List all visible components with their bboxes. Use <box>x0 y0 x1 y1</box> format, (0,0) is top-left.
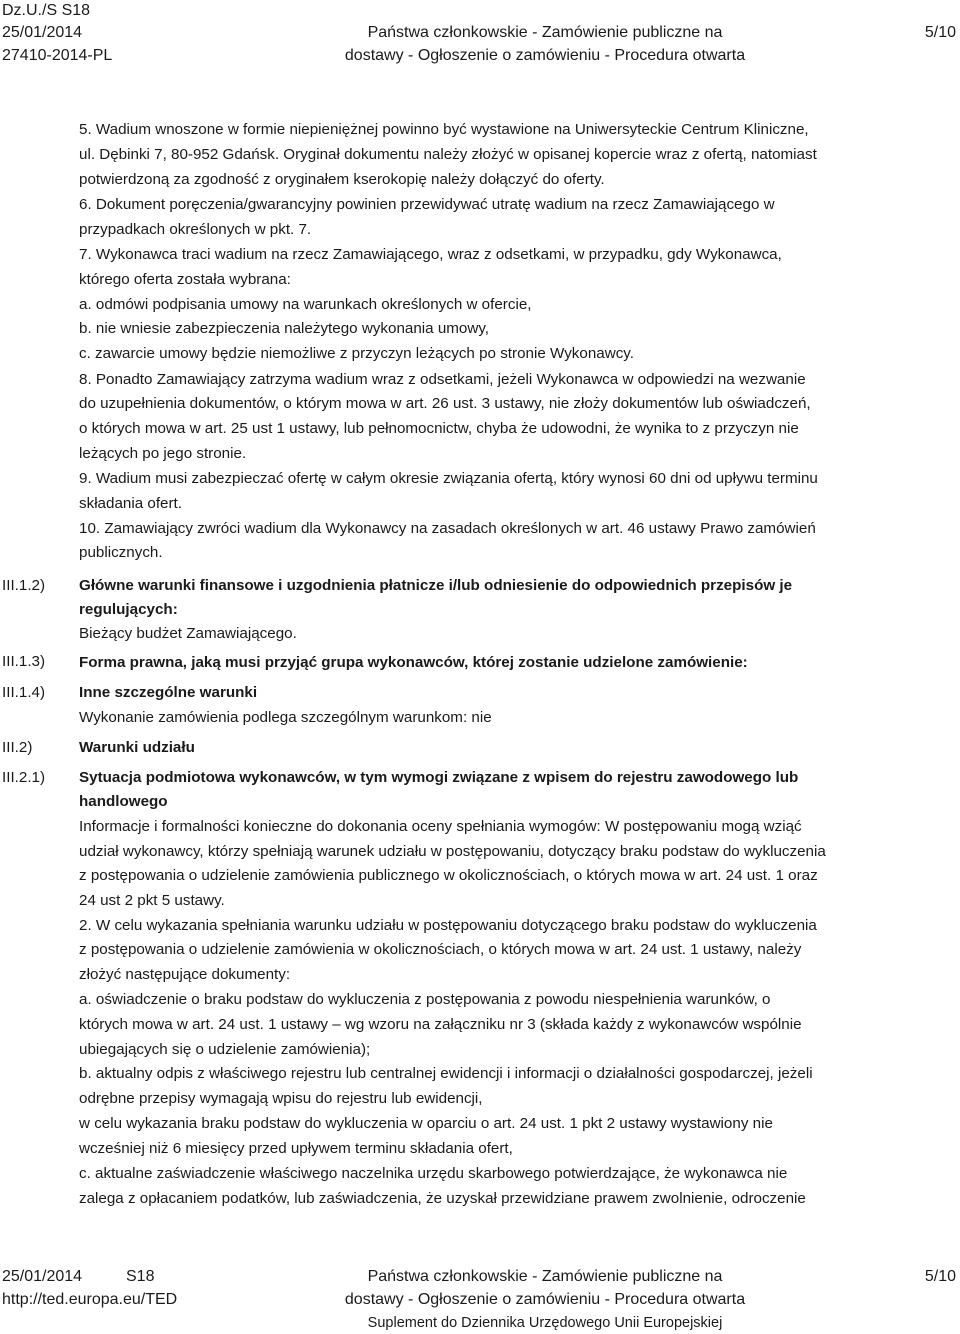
text-line: 8. Ponadto Zamawiający zatrzyma wadium wraz z odsetkami, jeżeli Wykonawca w odpowiedzi na wezwanie <box>79 371 806 388</box>
text-line: b. nie wniesie zabezpieczenia należytego wykonania umowy, <box>79 320 490 337</box>
text-line: odrębne przepisy wymagają wpisu do rejestru lub ewidencji, <box>79 1090 483 1107</box>
text-line: a. odmówi podpisania umowy na warunkach określonych w ofercie, <box>79 296 532 313</box>
section-number: III.2) <box>2 739 33 756</box>
text-line: a. oświadczenie o braku podstaw do wykluczenia z postępowania z powodu niespełnienia warunków, o <box>79 991 771 1008</box>
text-line: o których mowa w art. 25 ust 1 ustawy, lub pełnomocnictw, chyba że udowodni, że wynika to z przyczyn nie <box>79 420 799 437</box>
text-line: Informacje i formalności konieczne do dokonania oceny spełniania wymogów: W postępowaniu mogą wziąć <box>79 818 802 835</box>
text-line: których mowa w art. 24 ust. 1 ustawy – wg wzoru na załączniku nr 3 (składa każdy z wykonawców wspólnie <box>79 1016 802 1033</box>
text-line: w celu wykazania braku podstaw do wykluczenia w oparciu o art. 24 ust. 1 pkt 2 ustawy wystawiony nie <box>79 1115 773 1132</box>
text-line: ul. Dębinki 7, 80-952 Gdańsk. Oryginał dokumentu należy złożyć w opisanej kopercie wraz z ofertą, natomiast <box>79 146 817 163</box>
text-line: b. aktualny odpis z właściwego rejestru lub centralnej ewidencji i informacji o działalności gospodarczej, jeżeli <box>79 1065 813 1082</box>
header-title-line1: Państwa członkowskie - Zamówienie publiczne na <box>367 24 723 41</box>
text-line: potwierdzoną za zgodność z oryginałem kserokopię należy dołączyć do oferty. <box>79 171 605 188</box>
text-line: publicznych. <box>79 544 163 561</box>
section-heading: Forma prawna, jaką musi przyjąć grupa wykonawców, której zostanie udzielone zamówienie: <box>79 654 748 671</box>
text-line: leżących po jego stronie. <box>79 445 247 462</box>
footer-date: 25/01/2014 <box>2 1268 83 1285</box>
text-line: Bieżący budżet Zamawiającego. <box>79 625 297 642</box>
text-line: 2. W celu wykazania spełniania warunku udziału w postępowaniu dotyczącego braku podstaw do wykluczenia <box>79 917 817 934</box>
section-heading: regulujących: <box>79 601 178 618</box>
text-line: zalega z opłacaniem podatków, lub zaświadczenia, że uzyskał przewidziane prawem zwolnienie, odroczenie <box>79 1190 806 1207</box>
text-line: przypadkach określonych w pkt. 7. <box>79 221 312 238</box>
header-date: 25/01/2014 <box>2 24 83 41</box>
text-line: 6. Dokument poręczenia/gwarancyjny powinien przewidywać utratę wadium na rzecz Zamawiającego w <box>79 196 775 213</box>
text-line: c. zawarcie umowy będzie niemożliwe z przyczyn leżących po stronie Wykonawcy. <box>79 345 634 362</box>
footer-url-link[interactable]: http://ted.europa.eu/TED <box>2 1291 178 1308</box>
footer-title-line2: dostawy - Ogłoszenie o zamówieniu - Procedura otwarta <box>344 1291 746 1308</box>
text-line: wcześniej niż 6 miesięcy przed upływem terminu składania ofert, <box>79 1140 513 1157</box>
text-line: 5. Wadium wnoszone w formie niepieniężnej powinno być wystawione na Uniwersyteckie Centrum Kliniczne, <box>79 121 809 138</box>
section-number: III.2.1) <box>2 769 46 786</box>
text-line: c. aktualne zaświadczenie właściwego naczelnika urzędu skarbowego potwierdzające, że wykonawca nie <box>79 1165 788 1182</box>
text-line: do uzupełnienia dokumentów, o którym mowa w art. 26 ust. 3 ustawy, nie złoży dokumentów lub oświadczeń, <box>79 395 811 412</box>
text-line: z postępowania o udzielenie zamówienia w okolicznościach, o których mowa w art. 24 ust. 1 ustawy, należy <box>79 941 802 958</box>
section-number: III.1.4) <box>2 684 46 701</box>
section-heading: Sytuacja podmiotowa wykonawców, w tym wymogi związane z wpisem do rejestru zawodowego lub <box>79 769 799 786</box>
journal-reference: Dz.U./S S18 <box>2 2 91 19</box>
text-line: 24 ust 2 pkt 5 ustawy. <box>79 892 225 909</box>
footer-title-line1: Państwa członkowskie - Zamówienie publiczne na <box>367 1268 723 1285</box>
footer-page-number: 5/10 <box>924 1268 956 1285</box>
section-heading: Inne szczególne warunki <box>79 684 258 701</box>
text-line: udział wykonawcy, którzy spełniają warunek udziału w postępowaniu, dotyczący braku podstaw do wykluczenia <box>79 843 826 860</box>
footer-title-line3: Suplement do Dziennika Urzędowego Unii Europejskiej <box>367 1315 723 1331</box>
text-line: z postępowania o udzielenie zamówienia publicznego w okolicznościach, o których mowa w art. 24 ust. 1 oraz <box>79 867 818 884</box>
text-line: którego oferta została wybrana: <box>79 271 291 288</box>
footer-series: S18 <box>126 1268 155 1285</box>
text-line: Wykonanie zamówienia podlega szczególnym warunkom: nie <box>79 709 492 726</box>
section-heading: Warunki udziału <box>79 739 195 756</box>
section-number: III.1.3) <box>2 653 46 670</box>
section-heading: Główne warunki finansowe i uzgodnienia płatnicze i/lub odniesienie do odpowiednich przepisów je <box>79 577 793 594</box>
notice-id: 27410-2014-PL <box>2 47 113 64</box>
section-heading: handlowego <box>79 793 168 810</box>
text-line: 7. Wykonawca traci wadium na rzecz Zamawiającego, wraz z odsetkami, w przypadku, gdy Wykonawca, <box>79 246 782 263</box>
text-line: 9. Wadium musi zabezpieczać ofertę w całym okresie związania ofertą, który wynosi 60 dni od upływu terminu <box>79 470 818 487</box>
text-line: składania ofert. <box>79 495 182 512</box>
text-line: złożyć następujące dokumenty: <box>79 966 291 983</box>
header-page-number: 5/10 <box>924 24 956 41</box>
section-number: III.1.2) <box>2 577 46 594</box>
text-line: 10. Zamawiający zwróci wadium dla Wykonawcy na zasadach określonych w art. 46 ustawy Prawo zamówień <box>79 520 816 537</box>
text-line: ubiegających się o udzielenie zamówienia); <box>79 1041 371 1058</box>
header-title-line2: dostawy - Ogłoszenie o zamówieniu - Procedura otwarta <box>344 47 746 64</box>
